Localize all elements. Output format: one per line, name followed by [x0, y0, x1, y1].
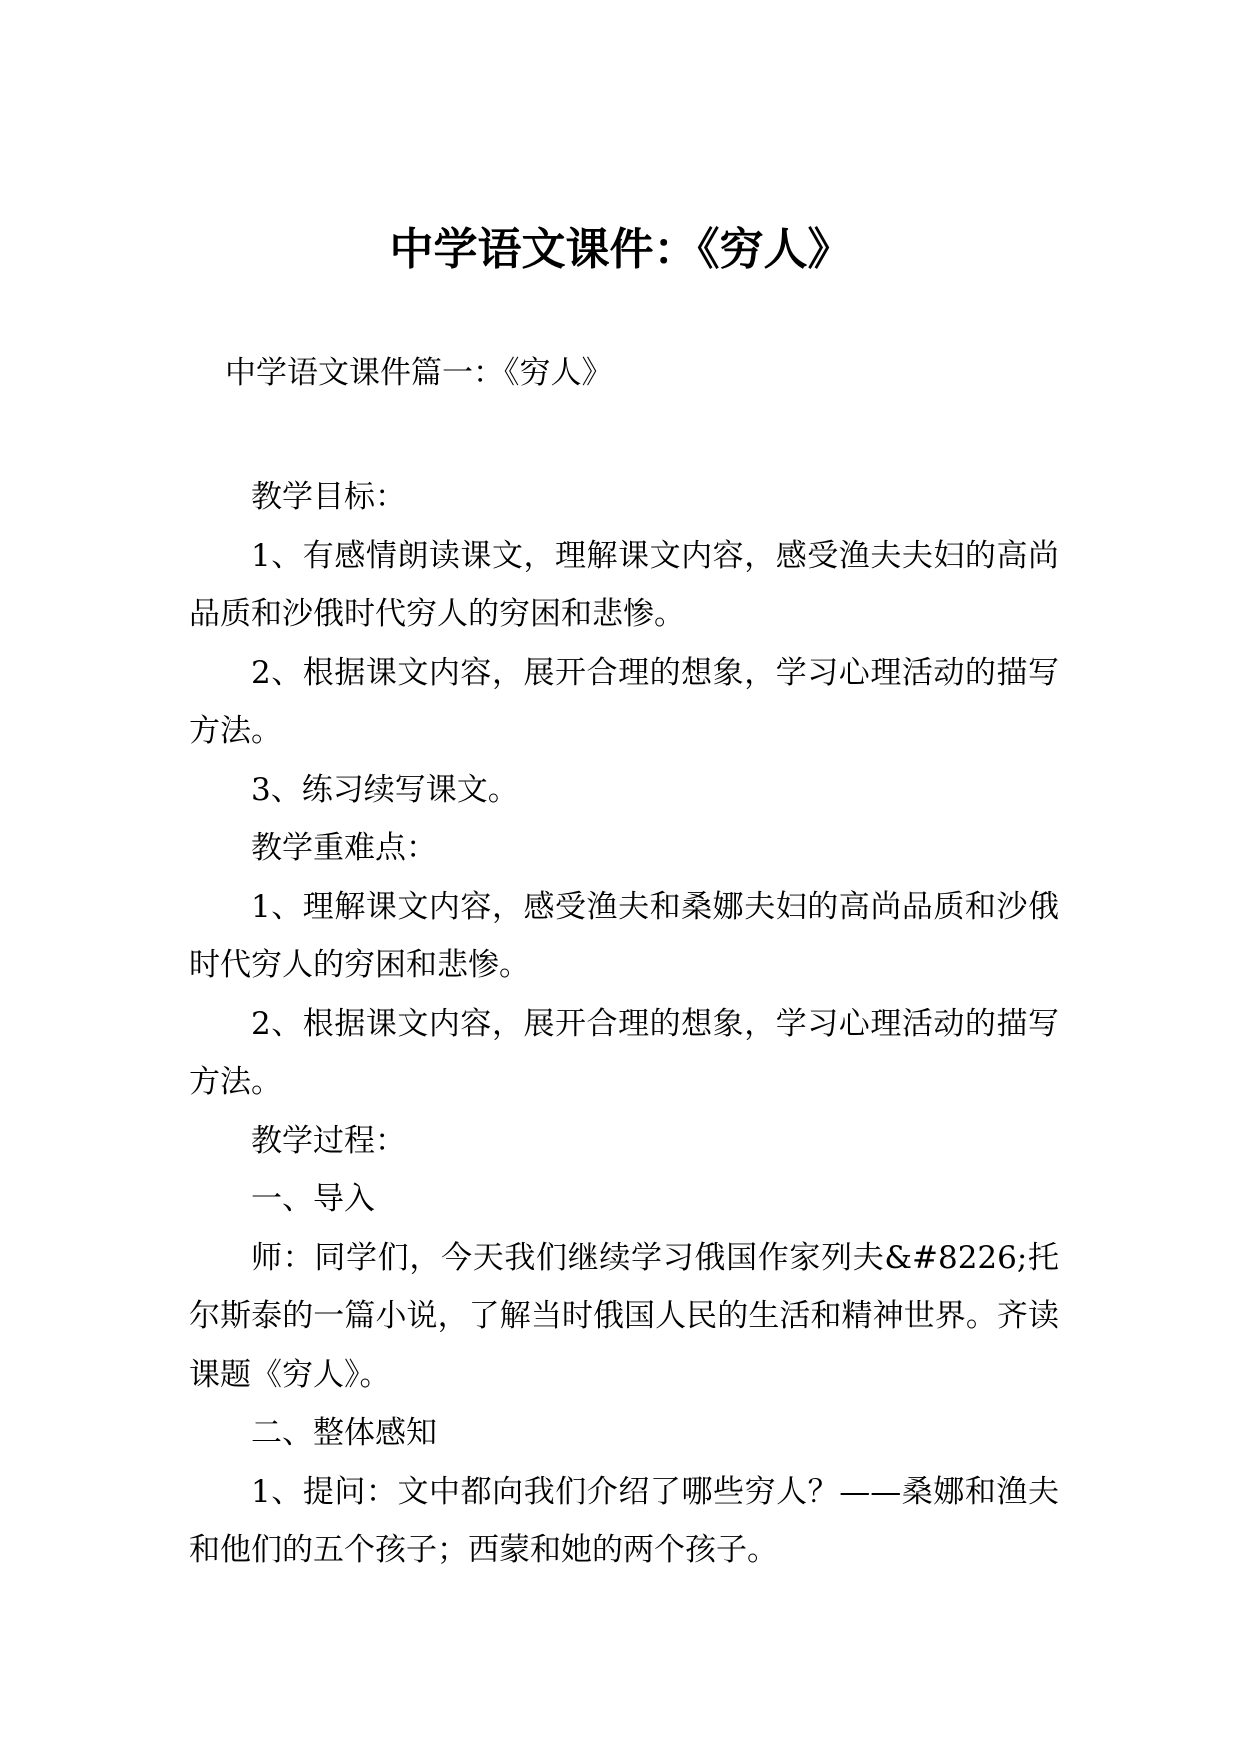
page-title: 中学语文课件：《穷人》 — [389, 224, 852, 275]
paragraph-key-point-2: 2、根据课文内容，展开合理的想象，学习心理活动的描写方法。 — [189, 1005, 1059, 1100]
paragraph-question-1: 1、提问：文中都向我们介绍了哪些穷人？——桑娜和渔夫和他们的五个孩子；西蒙和她的两个孩子。 — [189, 1473, 1059, 1568]
paragraph-goal-3: 3、练习续写课文。 — [251, 771, 519, 808]
document-body — [189, 468, 1059, 1580]
paragraph-teacher-speech: 师：同学们，今天我们继续学习俄国作家列夫&#8226;托尔斯泰的一篇小说，了解当时俄国人民的生活和精神世界。齐读课题《穷人》。 — [189, 1239, 1059, 1393]
section-heading: 中学语文课件篇一：《穷人》 — [225, 355, 613, 391]
paragraph-key-points: 教学重难点： — [251, 830, 437, 866]
paragraph-goal-1: 1、有感情朗读课文，理解课文内容，感受渔夫夫妇的高尚品质和沙俄时代穷人的穷困和悲惨。 — [189, 537, 1059, 632]
paragraph-goal-2: 2、根据课文内容，展开合理的想象，学习心理活动的描写方法。 — [189, 654, 1059, 749]
paragraph-section-overview: 二、整体感知 — [251, 1415, 437, 1451]
paragraph-teaching-process: 教学过程： — [251, 1122, 406, 1159]
paragraph-key-point-1: 1、理解课文内容，感受渔夫和桑娜夫妇的高尚品质和沙俄时代穷人的穷困和悲惨。 — [189, 888, 1059, 983]
paragraph-teaching-goals: 教学目标： — [251, 479, 406, 515]
paragraph-section-intro: 一、导入 — [251, 1181, 375, 1217]
